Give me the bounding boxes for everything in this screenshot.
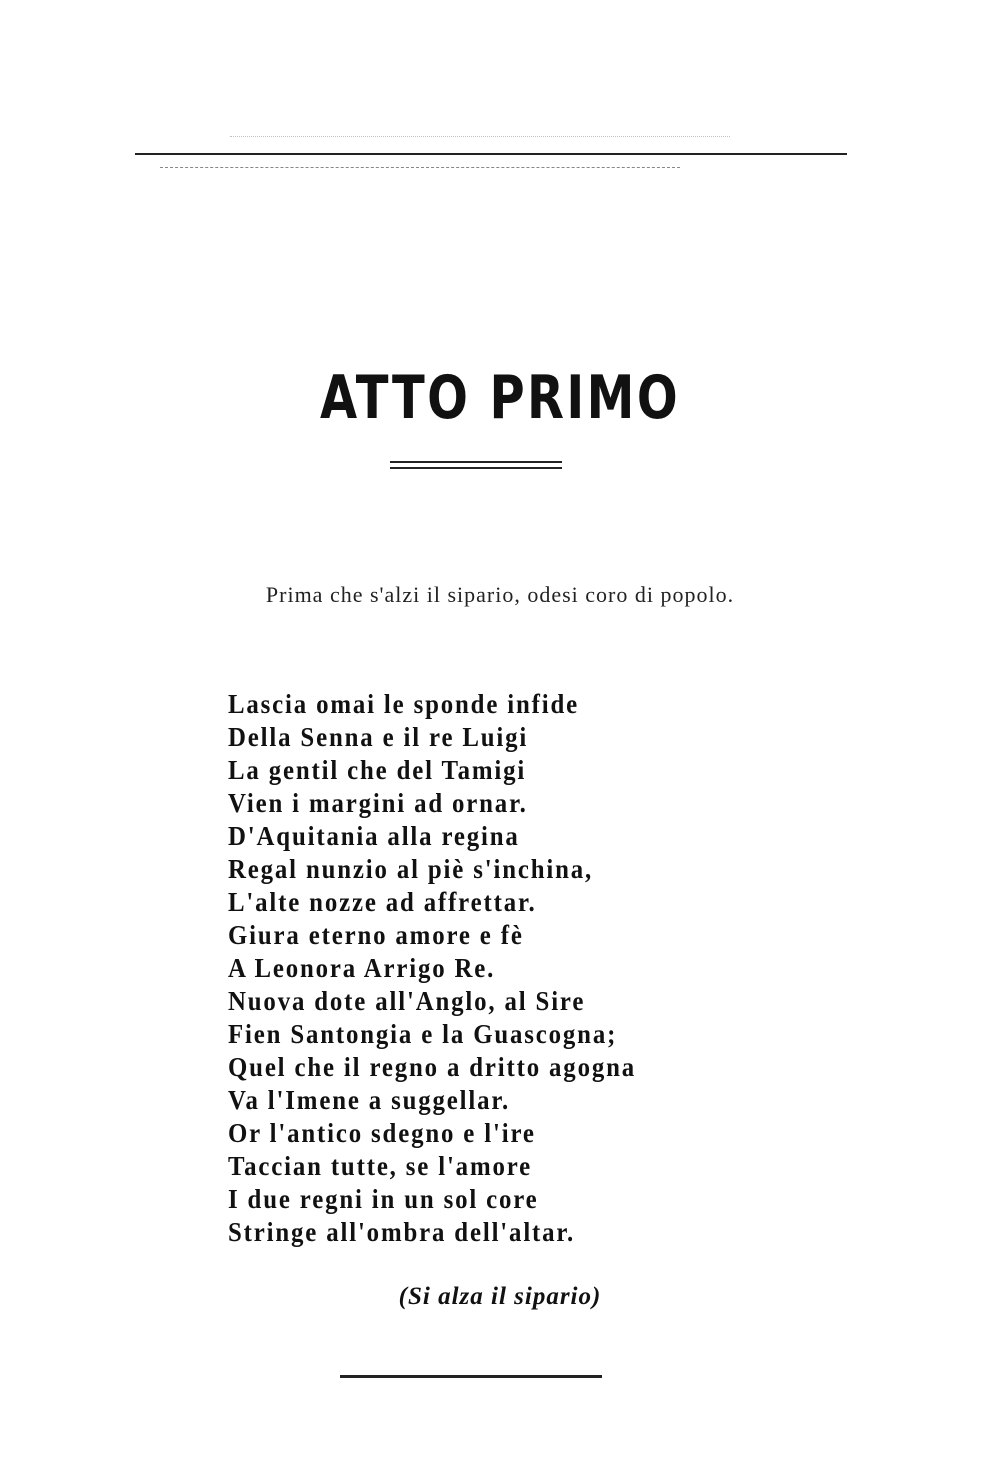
verse-line: Regal nunzio al piè s'inchina,	[228, 854, 594, 884]
verse-line: Della Senna e il re Luigi	[228, 722, 529, 752]
stage-direction: Prima che s'alzi il sipario, odesi coro di popolo.	[265, 582, 735, 607]
verse-line: Or l'antico sdegno e l'ire	[228, 1118, 536, 1148]
verse-line: Fien Santongia e la Guascogna;	[228, 1019, 618, 1049]
verse-line: Lascia omai le sponde infide	[228, 689, 580, 719]
verse-line: Va l'Imene a suggellar.	[228, 1085, 511, 1115]
act-title: ATTO PRIMO	[319, 363, 681, 433]
closing-stage-direction: (Si alza il sipario)	[398, 1283, 602, 1310]
header-rule-ornament	[160, 167, 680, 168]
verse-line: L'alte nozze ad affrettar.	[228, 887, 537, 917]
verse-line: Taccian tutte, se l'amore	[228, 1151, 533, 1181]
verse-line: La gentil che del Tamigi	[228, 755, 527, 785]
bottom-rule	[340, 1375, 602, 1378]
verse-list	[228, 688, 672, 1249]
title-underline-top	[390, 461, 562, 463]
verse-line: Giura eterno amore e fè	[228, 920, 524, 950]
verse-line: Vien i margini ad ornar.	[228, 788, 528, 818]
verse-line: A Leonora Arrigo Re.	[228, 953, 496, 983]
verse-line: Stringe all'ombra dell'altar.	[228, 1217, 576, 1247]
verse-line: Quel che il regno a dritto agogna	[228, 1052, 637, 1082]
title-underline-bottom	[390, 467, 562, 469]
verse-line: D'Aquitania alla regina	[228, 821, 520, 851]
verse-line: I due regni in un sol core	[228, 1184, 539, 1214]
header-specks	[230, 136, 730, 137]
verse-line: Nuova dote all'Anglo, al Sire	[228, 986, 586, 1016]
header-rule	[135, 153, 847, 155]
